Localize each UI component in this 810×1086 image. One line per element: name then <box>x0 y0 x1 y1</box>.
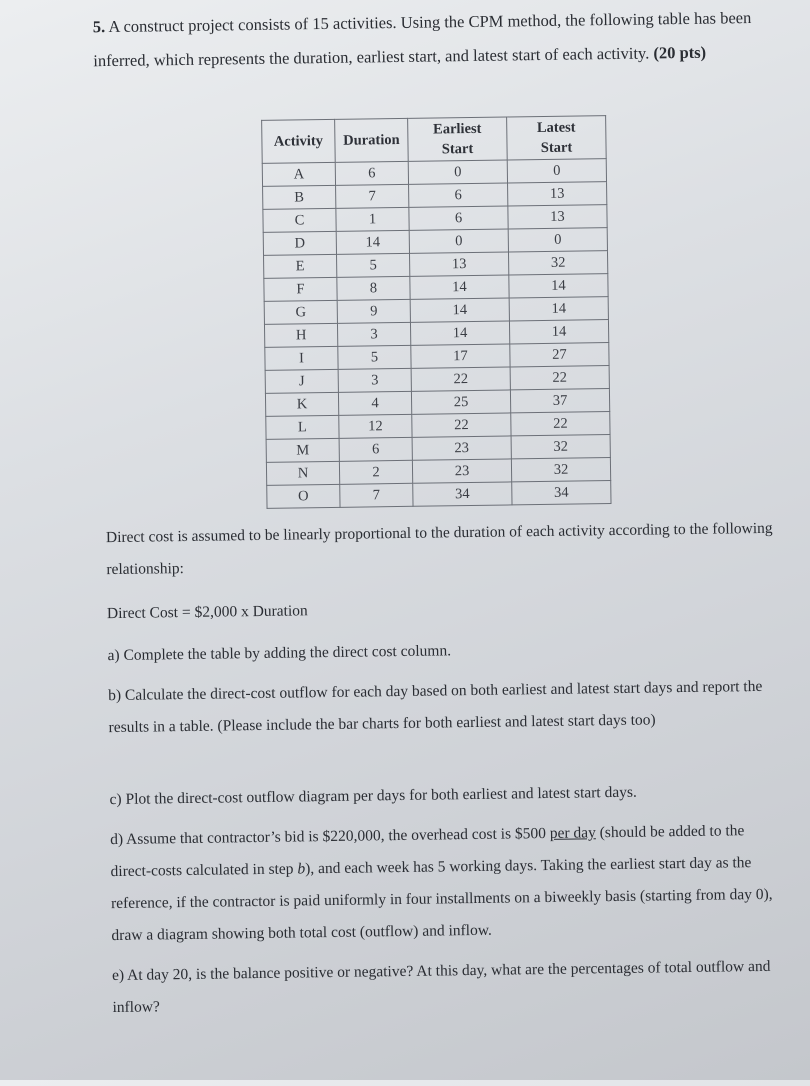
cell-activity: K <box>265 392 338 416</box>
cell-activity: H <box>264 323 337 347</box>
cell-earliest-start: 14 <box>410 321 509 345</box>
cell-earliest-start: 13 <box>409 252 508 276</box>
cell-earliest-start: 14 <box>410 275 509 299</box>
cell-latest-start: 22 <box>510 366 609 390</box>
cell-earliest-start: 25 <box>411 390 510 414</box>
header-latest-line1: Latest <box>536 119 576 137</box>
cell-duration: 9 <box>337 299 410 323</box>
cell-activity: F <box>264 277 337 301</box>
part-c: c) Plot the direct-cost outflow diagram per days for both earliest and latest start days. <box>109 783 637 809</box>
cell-duration: 5 <box>338 345 411 369</box>
part-a: a) Complete the table by adding the direct cost column. <box>107 642 452 665</box>
cell-activity: B <box>263 185 336 209</box>
table-header-row <box>262 116 607 164</box>
direct-cost-intro: Direct cost is assumed to be linearly proportional to the duration of each activity according to the following relationship: <box>105 519 773 579</box>
cell-duration: 5 <box>337 253 410 277</box>
header-latest-line2: Start <box>540 139 573 156</box>
cell-earliest-start: 6 <box>409 183 508 207</box>
cell-earliest-start: 22 <box>411 367 510 391</box>
cell-duration: 14 <box>336 230 409 254</box>
cell-earliest-start: 0 <box>409 229 508 253</box>
part-d-text-3: ), and each week has 5 working days. Taking the earliest start day as the reference, if the contractor is paid uniformly in four installments on a biweekly basis (starting from day 0), draw a diagram showing both total cost (outflow) and inflow. <box>110 854 773 945</box>
cell-latest-start: 27 <box>510 343 609 367</box>
part-e: e) At day 20, is the balance positive or negative? At this day, what are the percentages of total outflow and inflow? <box>111 957 771 1017</box>
direct-cost-formula: Direct Cost = $2,000 x Duration <box>106 602 308 623</box>
cell-duration: 4 <box>338 391 411 415</box>
cell-latest-start: 32 <box>511 435 610 459</box>
cell-activity: E <box>264 254 337 278</box>
cell-duration: 8 <box>337 276 410 300</box>
cell-latest-start: 34 <box>512 481 611 505</box>
cell-duration: 6 <box>335 161 408 185</box>
cell-latest-start: 14 <box>509 320 608 344</box>
cell-latest-start: 13 <box>508 182 607 206</box>
cell-earliest-start: 14 <box>410 298 509 322</box>
header-earliest-line2: Start <box>441 140 474 158</box>
part-d-text-2: (should be added to the direct-costs calculated in step <box>110 822 745 881</box>
header-latest-start <box>507 116 607 160</box>
cell-earliest-start: 17 <box>411 344 510 368</box>
header-duration: Duration <box>335 118 409 162</box>
cell-duration: 3 <box>338 368 411 392</box>
part-d-step: b <box>297 860 306 878</box>
cell-activity: I <box>265 346 338 370</box>
cell-duration: 12 <box>339 414 412 438</box>
cell-activity: O <box>267 484 340 508</box>
cell-duration: 2 <box>339 460 412 484</box>
part-d-underlined: per day <box>549 824 596 842</box>
cell-earliest-start: 22 <box>412 413 511 437</box>
cell-activity: G <box>264 300 337 324</box>
cell-earliest-start: 6 <box>409 206 508 230</box>
cell-activity: N <box>266 461 339 485</box>
header-earliest-line1: Earliest <box>432 120 482 138</box>
cell-duration: 7 <box>336 184 409 208</box>
part-d-text-1: d) Assume that contractor’s bid is $220,000, the overhead cost is $500 <box>110 824 550 849</box>
cell-duration: 1 <box>336 207 409 231</box>
problem-points: (20 pts) <box>653 42 707 63</box>
cell-earliest-start: 34 <box>413 482 512 506</box>
cell-latest-start: 0 <box>507 159 606 183</box>
cell-activity: A <box>262 162 335 186</box>
table-row <box>267 481 611 509</box>
cell-activity: L <box>266 415 339 439</box>
problem-intro: A construct project consists of 15 activities. Using the CPM method, the following table has been inferred, which represents the duration, earliest start, and latest start of each activity. <box>93 8 752 71</box>
cell-activity: M <box>266 438 339 462</box>
cell-latest-start: 13 <box>508 205 607 229</box>
cell-activity: C <box>263 208 336 232</box>
problem-number: 5. <box>92 17 106 37</box>
header-earliest-start <box>408 117 508 161</box>
cell-earliest-start: 23 <box>412 436 511 460</box>
cell-latest-start: 22 <box>511 412 610 436</box>
cell-duration: 7 <box>340 483 413 507</box>
cell-earliest-start: 23 <box>412 459 511 483</box>
part-d <box>110 815 782 952</box>
problem-statement <box>93 1 774 78</box>
cell-latest-start: 32 <box>508 251 607 275</box>
cell-latest-start: 0 <box>508 228 607 252</box>
cell-duration: 3 <box>337 322 410 346</box>
cell-earliest-start: 0 <box>408 160 507 184</box>
cell-duration: 6 <box>339 437 412 461</box>
cell-latest-start: 32 <box>511 458 610 482</box>
cell-activity: J <box>265 369 338 393</box>
cpm-table <box>261 115 611 509</box>
cell-latest-start: 37 <box>510 389 609 413</box>
cell-latest-start: 14 <box>509 274 608 298</box>
table-body <box>262 159 611 509</box>
part-b: b) Calculate the direct-cost outflow for each day based on both earliest and latest start days and report the results in a table. (Please include the bar charts for both earliest and latest start days too) <box>108 677 763 737</box>
cell-activity: D <box>263 231 336 255</box>
header-activity: Activity <box>262 119 336 163</box>
cell-latest-start: 14 <box>509 297 608 321</box>
